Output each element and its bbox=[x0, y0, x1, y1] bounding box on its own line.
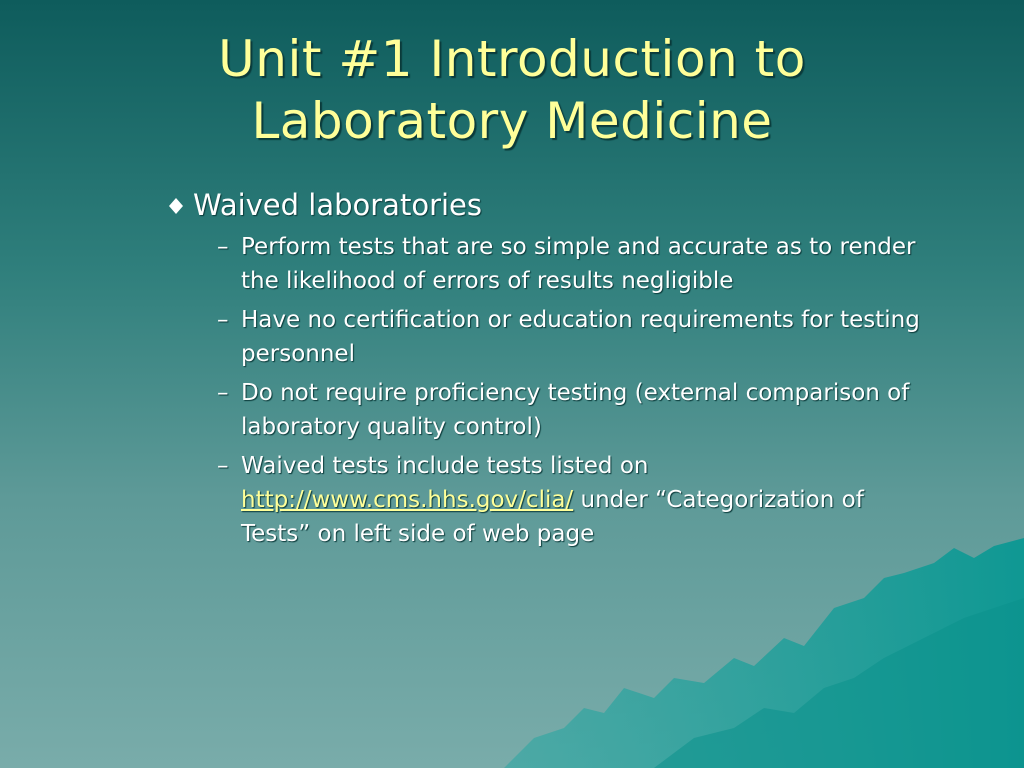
sub-bullet-text-after: under “Categorization of Tests” on left side of web page bbox=[241, 487, 864, 547]
sub-bullet-text-before: Waived tests include tests listed on bbox=[241, 453, 649, 479]
sub-bullet-item bbox=[217, 303, 940, 371]
dash-marker: – bbox=[217, 453, 229, 479]
sub-bullet-item bbox=[217, 230, 940, 298]
sub-bullet-text: Perform tests that are so simple and accurate as to render the likelihood of errors of results negligible bbox=[241, 234, 916, 294]
dash-marker: – bbox=[217, 380, 229, 406]
cms-clia-link[interactable]: http://www.cms.hhs.gov/clia/ bbox=[241, 487, 574, 513]
sub-bullet-item bbox=[217, 376, 940, 444]
sub-bullet-text: Do not require proficiency testing (external comparison of laboratory quality control) bbox=[241, 380, 910, 440]
bullet-waived-laboratories bbox=[165, 186, 940, 224]
sub-bullet-text: Have no certification or education requirements for testing personnel bbox=[241, 307, 920, 367]
dash-marker: – bbox=[217, 307, 229, 333]
dash-marker: – bbox=[217, 234, 229, 260]
sub-bullet-item bbox=[217, 449, 940, 551]
slide-content bbox=[165, 186, 940, 556]
mountain-graphic bbox=[504, 538, 1024, 768]
bullet-label: Waived laboratories bbox=[193, 188, 482, 222]
slide-title: Unit #1 Introduction to Laboratory Medicine bbox=[218, 30, 806, 150]
diamond-bullet-icon bbox=[165, 195, 187, 217]
